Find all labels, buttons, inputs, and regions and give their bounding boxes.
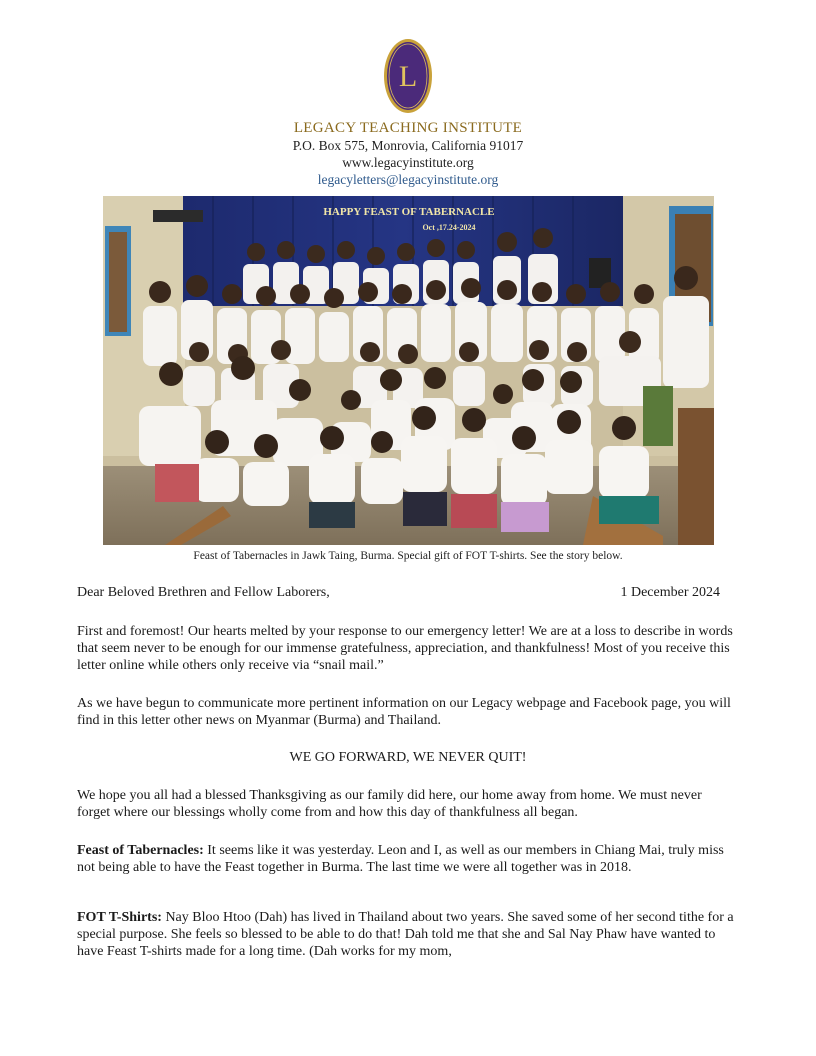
paragraph-intro: First and foremost! Our hearts melted by your response to our emergency letter! We are at a loss to describe in words that seem never to be enough for our immense gratefulness, appreciation, and thankfulness! Most of you receive this letter online while others only receive via “snail mail.”	[77, 624, 733, 673]
banner-date: Oct ,17.24-2024	[422, 223, 476, 232]
feast-text: It seems like it was yesterday. Leon and I, as well as our members in Chiang Mai, truly miss not being able to have the Feast together in Burma. The last time we were all together was in 2018.	[77, 843, 724, 875]
org-address: P.O. Box 575, Monrovia, California 91017	[292, 138, 524, 153]
feast-lead: Feast of Tabernacles:	[77, 843, 204, 858]
section-heading: WE GO FORWARD, WE NEVER QUIT!	[289, 750, 527, 765]
tshirts-text: Nay Bloo Htoo (Dah) has lived in Thailand about two years. She saved some of her second tithe for a special purpose. She feels so blessed to be able to do that! Dah told me that she and Sal Nay Phaw have wanted to have Feast T-shirts made for a long time. (Dah works for my mom,	[77, 910, 734, 959]
org-email[interactable]: legacyletters@legacyinstitute.org	[317, 172, 499, 187]
paragraph-thanksgiving: We hope you all had a blessed Thanksgiving as our family did here, our home away from home. We must never forget where our blessings wholly come from and how this day of thankfulness all began.	[77, 788, 702, 820]
group-photo	[103, 196, 714, 545]
paragraph-news: As we have begun to communicate more pertinent information on our Legacy webpage and Facebook page, you will find in this letter other news on Myanmar (Burma) and Thailand.	[77, 696, 731, 728]
photo-caption: Feast of Tabernacles in Jawk Taing, Burma. Special gift of FOT T-shirts. See the story below.	[193, 550, 623, 562]
salutation: Dear Beloved Brethren and Fellow Laborers,	[77, 585, 330, 600]
paragraph-tshirts	[77, 909, 737, 960]
tshirts-lead: FOT T-Shirts:	[77, 910, 162, 925]
legacy-logo	[383, 38, 433, 114]
org-name: LEGACY TEACHING INSTITUTE	[293, 120, 523, 136]
banner-title: HAPPY FEAST OF TABERNACLE	[323, 206, 495, 218]
logo-letter: L	[398, 60, 418, 93]
letter-date: 1 December 2024	[620, 585, 720, 600]
paragraph-feast	[77, 842, 737, 876]
org-website[interactable]: www.legacyinstitute.org	[342, 155, 474, 170]
